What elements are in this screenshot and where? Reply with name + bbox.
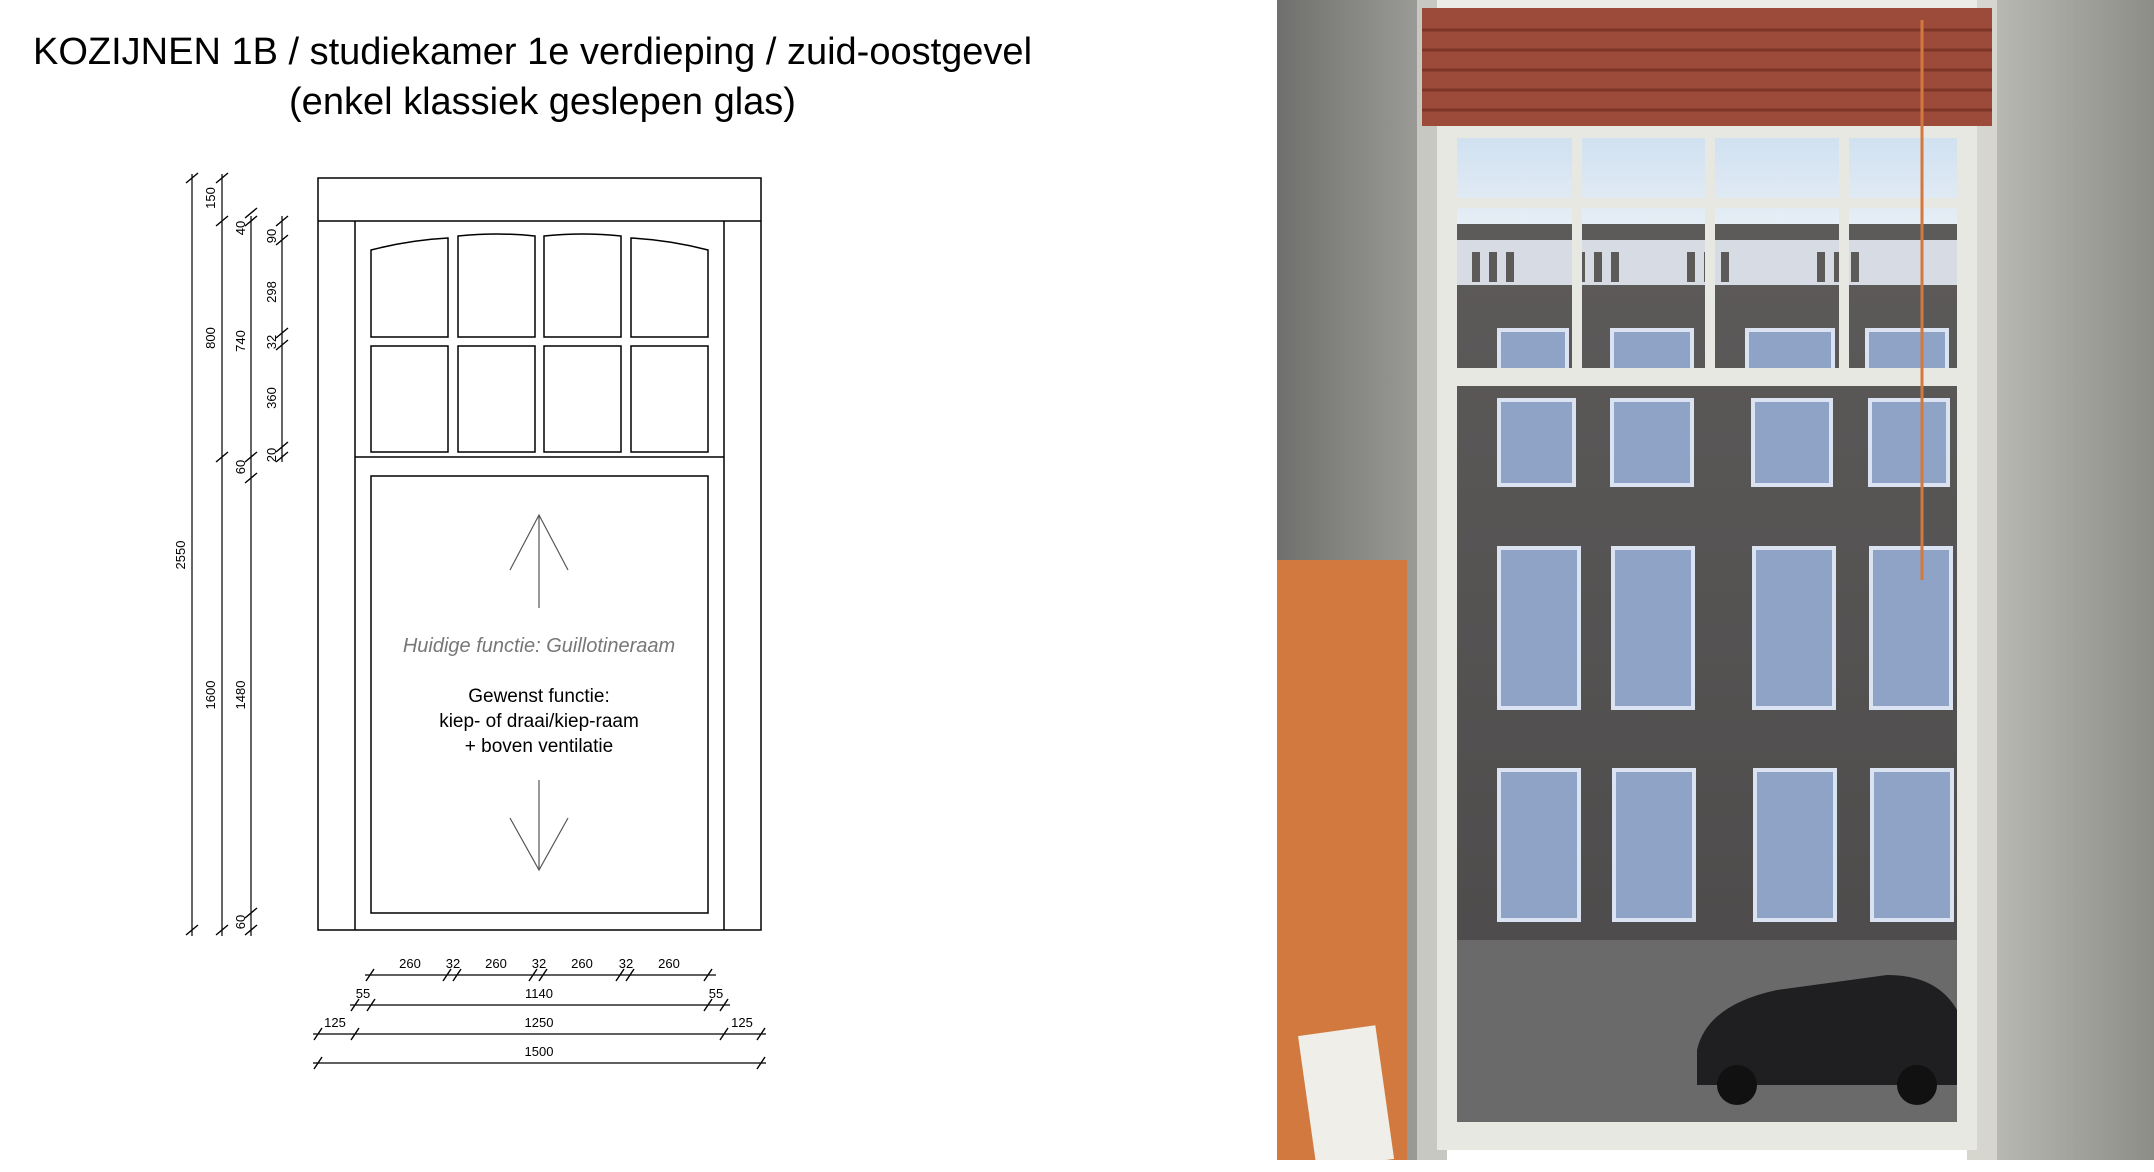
facade-window <box>1867 330 1947 370</box>
dim-label: 20 <box>264 447 279 463</box>
dim-label: 1250 <box>524 1015 554 1030</box>
dim-label: 1500 <box>524 1044 554 1059</box>
facade-window <box>1870 400 1948 485</box>
facade-window <box>1871 548 1951 708</box>
pane <box>371 346 448 452</box>
facade-window <box>1614 770 1694 920</box>
glazing-bar <box>1572 126 1582 376</box>
pane <box>544 234 621 337</box>
dim-label: 1480 <box>233 680 248 710</box>
window-blind <box>1422 8 1992 126</box>
dim-label: 90 <box>264 228 279 244</box>
dim-label: 32 <box>618 956 634 971</box>
dim-label: 32 <box>264 334 279 350</box>
dim-label: 40 <box>233 220 248 236</box>
facade-window <box>1747 330 1833 370</box>
sill <box>1437 1122 1977 1150</box>
dim-label: 32 <box>531 956 547 971</box>
left-stile <box>1437 126 1457 1150</box>
dim-label: 60 <box>233 459 248 475</box>
dim-label: 260 <box>571 956 593 971</box>
right-wall <box>1997 0 2154 1165</box>
desired-function-line-2: + boven ventilatie <box>464 736 614 757</box>
pane <box>631 238 708 337</box>
dim-label: 1600 <box>203 680 218 710</box>
current-function-label: Huidige functie: Guillotineraam <box>402 635 676 657</box>
dim-label: 150 <box>203 187 218 209</box>
dim-label: 55 <box>708 986 724 1001</box>
desired-function-heading: Gewenst functie: <box>468 686 610 707</box>
desired-function-line-1: kiep- of draai/kiep-raam <box>439 711 639 732</box>
glazing-bar <box>1839 126 1849 376</box>
title-line-1: KOZIJNEN 1B / studiekamer 1e verdieping / zuid-oostgevel <box>32 31 1033 73</box>
window-photo <box>1277 0 2154 1172</box>
dim-label: 740 <box>233 330 248 352</box>
dim-label: 260 <box>399 956 421 971</box>
dim-label: 55 <box>355 986 371 1001</box>
facade-window <box>1612 400 1692 485</box>
facade-window <box>1753 400 1831 485</box>
facade-window <box>1754 548 1834 708</box>
dim-label: 32 <box>445 956 461 971</box>
dim-label: 260 <box>485 956 507 971</box>
facade-window <box>1499 400 1574 485</box>
pane <box>631 346 708 452</box>
dim-label: 1140 <box>525 986 553 1001</box>
facade-window <box>1499 548 1579 708</box>
dim-label: 125 <box>731 1015 753 1030</box>
dim-label: 298 <box>264 281 279 303</box>
facade-window <box>1755 770 1835 920</box>
pane <box>371 238 448 337</box>
dim-label: 800 <box>203 327 218 349</box>
right-stile <box>1957 126 1977 1150</box>
pane <box>458 346 535 452</box>
facade-window <box>1613 548 1693 708</box>
glazing-bar <box>1705 126 1715 376</box>
facade-window <box>1612 330 1692 370</box>
facade-window <box>1499 770 1579 920</box>
dim-label: 360 <box>264 387 279 409</box>
dim-label: 125 <box>324 1015 346 1030</box>
dim-label: 60 <box>233 914 248 930</box>
pane <box>458 234 535 337</box>
facade-window <box>1499 330 1567 370</box>
facade-window <box>1872 770 1952 920</box>
pane <box>544 346 621 452</box>
dim-label: 260 <box>658 956 680 971</box>
title-line-2: (enkel klassiek geslepen glas) <box>289 81 796 123</box>
dim-total-height: 2550 <box>173 540 188 570</box>
